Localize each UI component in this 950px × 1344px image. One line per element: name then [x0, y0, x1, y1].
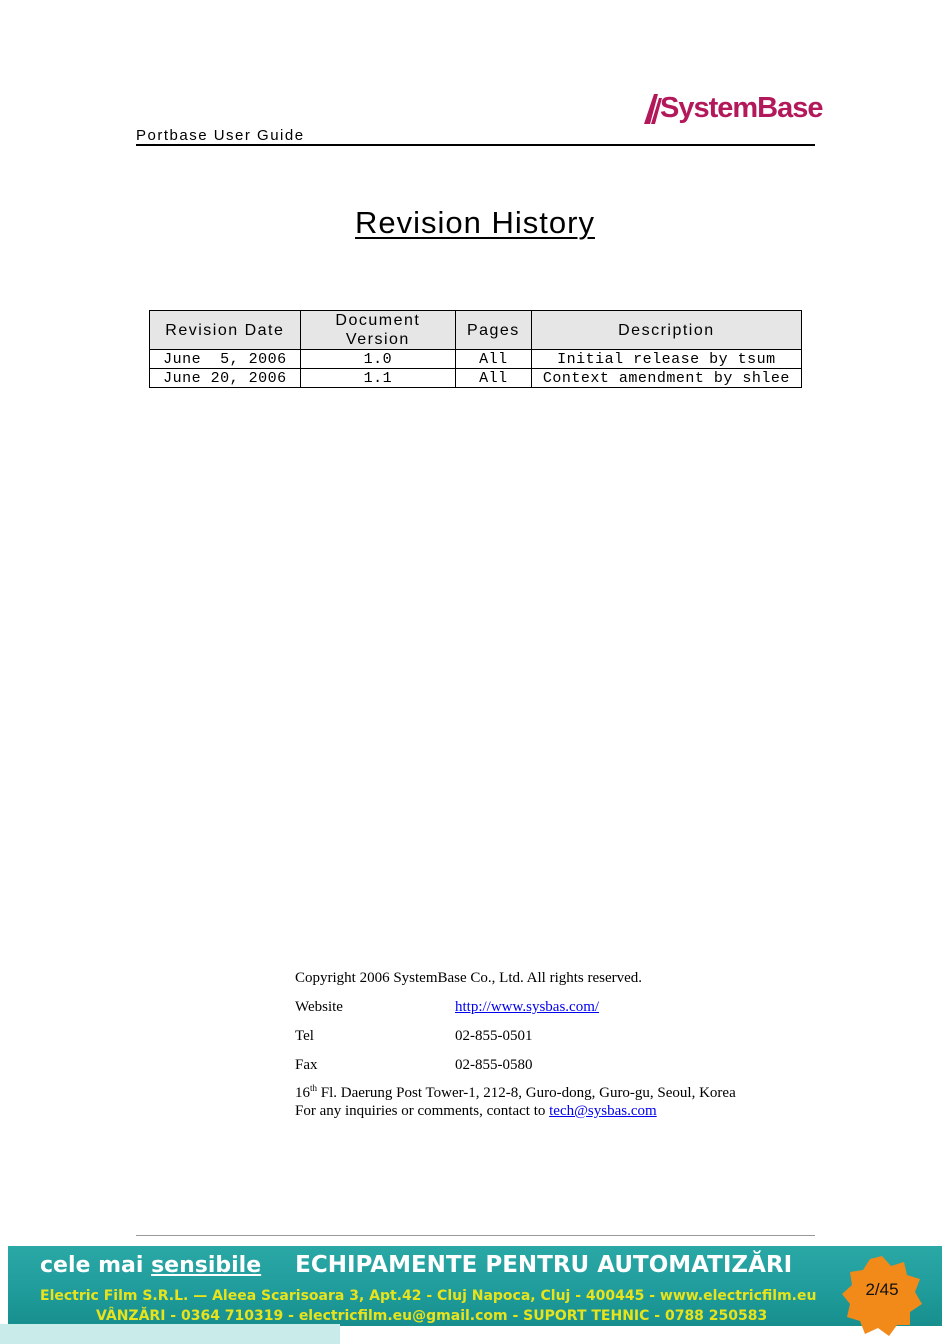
tel-label: Tel [295, 1028, 314, 1044]
cell-version: 1.1 [300, 369, 455, 388]
col-header-description: Description [531, 311, 801, 350]
table-row [150, 350, 802, 369]
website-label: Website [295, 999, 343, 1015]
cell-pages: All [456, 350, 532, 369]
header-rule [136, 144, 815, 146]
footer-rule [136, 1235, 815, 1236]
cell-date: June 5, 2006 [150, 350, 301, 369]
copyright-block [295, 968, 815, 1124]
tel-value: 02-855-0501 [455, 1028, 533, 1044]
address-line: 16th Fl. Daerung Post Tower-1, 212-8, Guro-dong, Guro-gu, Seoul, Korea [295, 1083, 736, 1101]
banner-headline-line: cele mai sensibile ECHIPAMENTE PENTRU AUTOMATIZĂRI [40, 1252, 793, 1278]
fax-value: 02-855-0580 [455, 1057, 533, 1073]
email-link[interactable]: tech@sysbas.com [549, 1103, 657, 1119]
header-document-title: Portbase User Guide [136, 127, 305, 144]
website-row [295, 997, 815, 1026]
banner-contact-line: VÂNZĂRI - 0364 710319 - electricfilm.eu@gmail.com - SUPORT TEHNIC - 0788 250583 [96, 1308, 768, 1324]
banner-bottom-strip [0, 1324, 340, 1344]
inquiry-line: For any inquiries or comments, contact to tech@sysbas.com [295, 1103, 657, 1119]
table-row [150, 369, 802, 388]
logo-text: SystemBase [660, 92, 823, 124]
cell-version: 1.0 [300, 350, 455, 369]
cell-date: June 20, 2006 [150, 369, 301, 388]
col-header-revision-date: Revision Date [150, 311, 301, 350]
col-header-document-version: Document Version [300, 311, 455, 350]
table-header-row [150, 311, 802, 350]
fax-row [295, 1055, 815, 1078]
fax-label: Fax [295, 1057, 318, 1073]
ad-banner [8, 1246, 942, 1326]
revision-table [149, 310, 802, 388]
page-counter: 2/45 [865, 1280, 899, 1299]
cell-description: Context amendment by shlee [531, 369, 801, 388]
website-link[interactable]: http://www.sysbas.com/ [455, 999, 600, 1015]
tel-row [295, 1026, 815, 1055]
col-header-pages: Pages [456, 311, 532, 350]
cell-description: Initial release by tsum [531, 350, 801, 369]
copyright-line: Copyright 2006 SystemBase Co., Ltd. All rights reserved. [295, 970, 643, 986]
banner-address-line: Electric Film S.R.L. — Aleea Scarisoara 3, Apt.42 - Cluj Napoca, Cluj - 400445 - www.electricfilm.eu [40, 1288, 817, 1304]
cell-pages: All [456, 369, 532, 388]
page-title: Revision History [355, 205, 595, 240]
